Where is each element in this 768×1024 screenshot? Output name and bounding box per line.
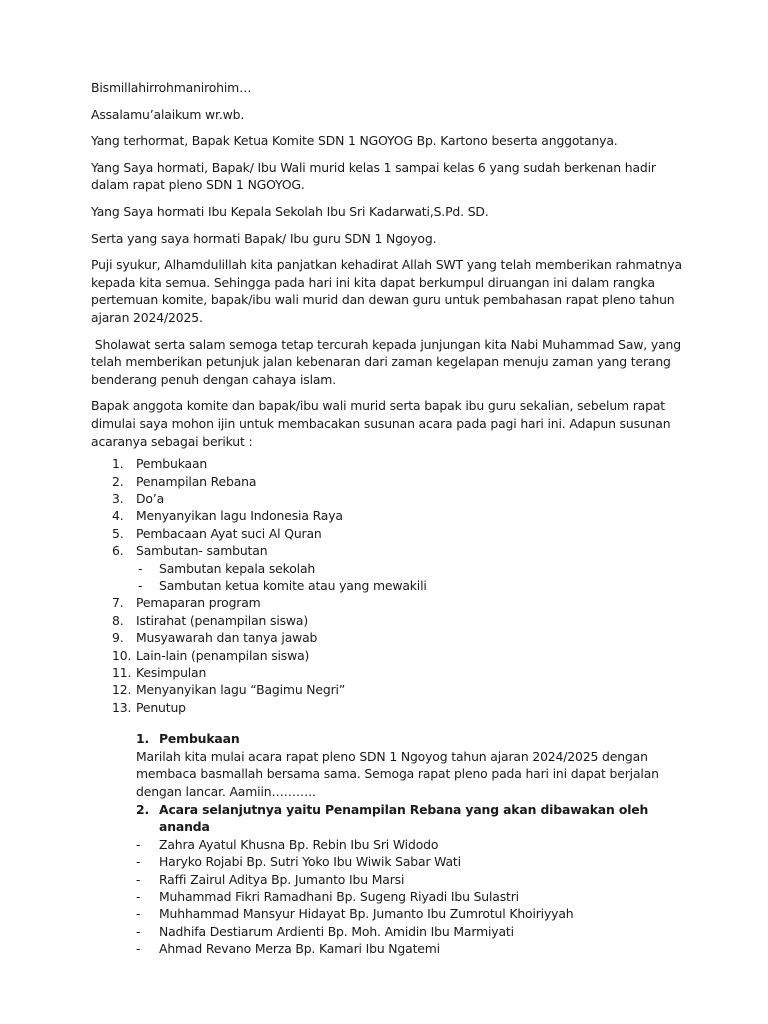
agenda-list [91,455,691,716]
agenda-item-label: Kesimpulan [136,664,207,680]
agenda-item-number: 2. [112,473,124,489]
agenda-item [91,525,691,542]
agenda-item [91,473,691,490]
salutation-wali-murid: Yang Saya hormati, Bapak/ Ibu Wali murid kelas 1 sampai kelas 6 yang sudah berkenan hadir dalam rapat pleno SDN 1 NGOYOG. [91,159,656,193]
salutation-kepala-sekolah: Yang Saya hormati Ibu Kepala Sekolah Ibu Sri Kadarwati,S.Pd. SD. [91,203,489,219]
agenda-item-label: Menyanyikan lagu Indonesia Raya [136,508,343,524]
agenda-item-number: 10. [112,647,132,663]
section-heading [136,801,691,836]
agenda-item-label: Lain-lain (penampilan siswa) [136,647,310,663]
agenda-item [91,664,691,681]
agenda-item-number: 7. [112,595,124,611]
performer-item: - Muhammad Fikri Ramadhani Bp. Sugeng Riyadi Ibu Sulastri [136,888,691,905]
agenda-item-label: Do’a [136,490,165,506]
agenda-item [91,647,691,664]
agenda-sub-item: - Sambutan ketua komite atau yang mewakili [136,577,691,594]
agenda-item-number: 12. [112,682,132,698]
document-body [91,79,691,958]
performer-item: - Muhhammad Mansyur Hidayat Bp. Jumanto Ibu Zumrotul Khoiriyyah [136,905,691,922]
section-number: 1. [136,731,150,747]
agenda-item-number: 6. [112,543,124,559]
agenda-item-label: Sambutan- sambutan [136,543,268,559]
greeting: Assalamu’alaikum wr.wb. [91,106,245,122]
agenda-item-label: Musyawarah dan tanya jawab [136,630,318,646]
section-heading [136,730,691,748]
agenda-item-label: Pembukaan [136,456,208,472]
agenda-item-label: Penampilan Rebana [136,473,257,489]
agenda-item-label: Pemaparan program [136,595,261,611]
agenda-item [91,490,691,507]
opening-line: Bismillahirrohmanirohim… [91,80,252,95]
agenda-item-label: Istirahat (penampilan siswa) [136,612,309,628]
section-title: Acara selanjutnya yaitu Penampilan Rebana yang akan dibawakan oleh ananda [159,801,649,835]
paragraph-susunan-acara: Bapak anggota komite dan bapak/ibu wali murid serta bapak ibu guru sekalian, sebelum rapat dimulai saya mohon ijin untuk membacakan susunan acara pada pagi hari ini. Adapun susunan acaranya sebagai berikut : [91,398,671,449]
agenda-sub-item: - Sambutan kepala sekolah [136,560,691,577]
agenda-item-label: Menyanyikan lagu “Bagimu Negri” [136,682,346,698]
agenda-item [91,542,691,594]
agenda-item-label: Pembacaan Ayat suci Al Quran [136,525,322,541]
agenda-item [91,629,691,646]
paragraph-puji-syukur: Puji syukur, Alhamdulillah kita panjatkan kehadirat Allah SWT yang telah memberikan rahmatnya kepada kita semua. Sehingga pada hari ini kita dapat berkumpul diruangan ini dalam rangka pertemuan komite, bapak/ibu wali murid dan dewan guru untuk pembahasan rapat pleno tahun ajaran 2024/2025. [91,257,682,325]
agenda-item-number: 9. [112,630,124,646]
performer-item: - Zahra Ayatul Khusna Bp. Rebin Ibu Sri Widodo [136,836,691,853]
agenda-item-number: 3. [112,490,124,506]
agenda-item-number: 1. [112,456,124,472]
agenda-item [91,681,691,698]
agenda-item-number: 13. [112,699,132,715]
paragraph-sholawat: Sholawat serta salam semoga tetap tercurah kepada junjungan kita Nabi Muhammad Saw, yang telah memberikan petunjuk jalan kebenaran dari zaman kegelapan menuju zaman yang terang benderang penuh dengan cahaya islam. [91,336,685,387]
performer-item: - Haryko Rojabi Bp. Sutri Yoko Ibu Wiwik Sabar Wati [136,853,691,870]
agenda-item-number: 4. [112,508,124,524]
agenda-sub-list [136,560,691,595]
agenda-item [91,594,691,611]
section-body: Marilah kita mulai acara rapat pleno SDN 1 Ngoyog tahun ajaran 2024/2025 dengan membaca basmallah bersama sama. Semoga rapat pleno pada hari ini dapat berjalan dengan lancar. Aamiin……….. [136,748,659,799]
salutation-komite: Yang terhormat, Bapak Ketua Komite SDN 1 NGOYOG Bp. Kartono beserta anggotanya. [91,133,618,149]
section-title: Pembukaan [159,731,240,747]
agenda-item [91,455,691,472]
section-number: 2. [136,801,150,817]
salutation-guru: Serta yang saya hormati Bapak/ Ibu guru SDN 1 Ngoyog. [91,230,437,246]
performer-list [136,836,691,958]
agenda-item-number: 11. [112,664,132,680]
agenda-item [91,699,691,716]
performer-item: - Ahmad Revano Merza Bp. Kamari Ibu Ngatemi [136,940,691,957]
agenda-item-number: 5. [112,525,124,541]
agenda-details [136,730,691,957]
performer-item: - Nadhifa Destiarum Ardienti Bp. Moh. Amidin Ibu Marmiyati [136,923,691,940]
agenda-item-number: 8. [112,612,124,628]
agenda-item [91,507,691,524]
agenda-item-label: Penutup [136,699,186,715]
agenda-item [91,612,691,629]
performer-item: - Raffi Zairul Aditya Bp. Jumanto Ibu Marsi [136,871,691,888]
